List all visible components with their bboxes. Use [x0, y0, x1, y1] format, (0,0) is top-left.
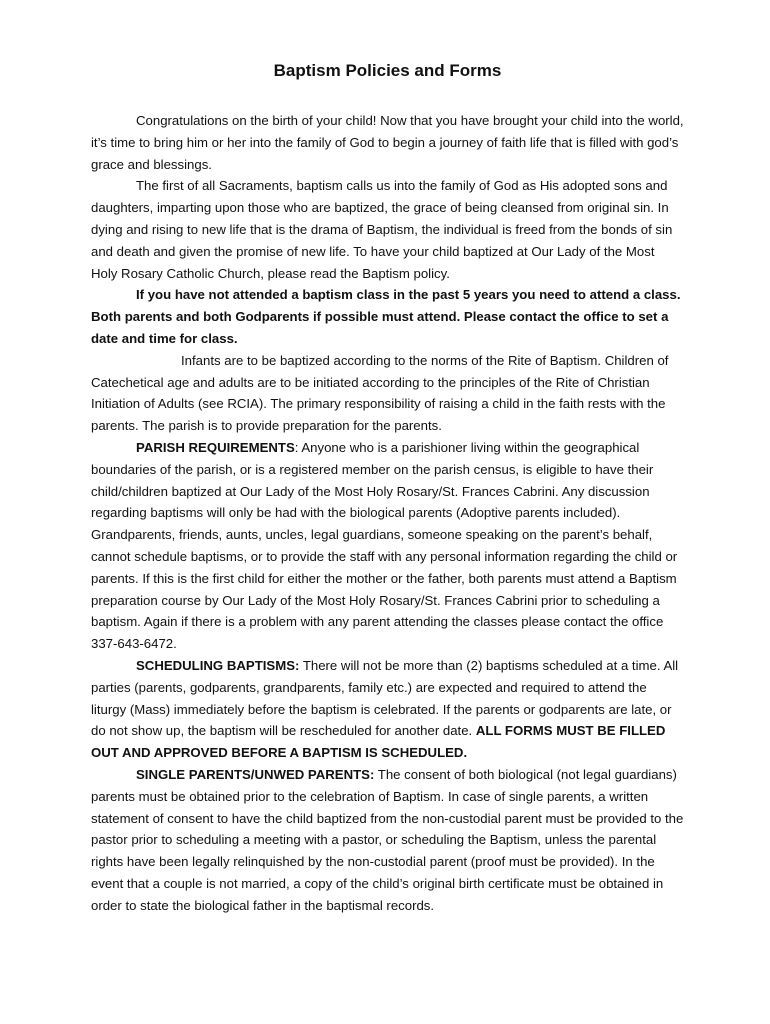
paragraph-congratulations: Congratulations on the birth of your child! Now that you have brought your child into the world, it’s time to bring him or her into the family of God to begin a journey of faith life that is filled with god’s grace and blessings.	[91, 113, 684, 172]
scheduling-baptisms-heading: SCHEDULING BAPTISMS:	[136, 657, 300, 673]
single-parents-body: The consent of both biological (not legal guardians) parents must be obtained prior to the celebration of Baptism. In case of single parents, a written statement of consent to have the child baptized from the non-custodial parent must be provided to the pastor prior to scheduling a meeting with a pastor, or scheduling the Baptism, unless the parental rights have been legally relinquished by the non-custodial parent (proof must be provided). In the event that a couple is not married, a copy of the child’s original birth certificate must be obtained in order to state the biological father in the baptismal records.	[91, 766, 684, 913]
paragraph-sacraments: The first of all Sacraments, baptism calls us into the family of God as His adopted sons and daughters, imparting upon those who are baptized, the grace of being cleansed from original sin. In dying and rising to new life that is the drama of Baptism, the individual is freed from the bonds of sin and death and given the promise of new life. To have your child baptized at Our Lady of the Most Holy Rosary Catholic Church, please read the Baptism policy.	[91, 178, 673, 281]
paragraph-scheduling-baptisms	[91, 655, 684, 764]
paragraph-rite-of-baptism: Infants are to be baptized according to the norms of the Rite of Baptism. Children of Catechetical age and adults are to be initiated according to the principles of the Rite of Christian Initiation of Adults (see RCIA). The primary responsibility of raising a child in the faith rests with the parents. The parish is to provide preparation for the parents.	[91, 352, 669, 434]
parish-requirements-body: : Anyone who is a parishioner living within the geographical boundaries of the parish, or is a registered member on the parish census, is eligible to have their child/children baptized at Our Lady of the Most Holy Rosary/St. Frances Cabrini. Any discussion regarding baptisms will only be had with the biological parents (Adoptive parents included). Grandparents, friends, aunts, uncles, legal guardians, someone speaking on the parent’s behalf, cannot schedule baptisms, or to provide the staff with any personal information regarding the child or parents. If this is the first child for either the mother or the father, both parents must attend a Baptism preparation course by Our Lady of the Most Holy Rosary/St. Frances Cabrini prior to scheduling a baptism. Again if there is a problem with any parent attending the classes please contact the office 337-643-6472.	[91, 439, 678, 652]
all-forms-notice: ALL FORMS MUST BE FILLED OUT AND APPROVED BEFORE A BAPTISM IS SCHEDULED.	[91, 723, 666, 761]
page-title: Baptism Policies and Forms	[273, 61, 502, 80]
paragraph-class-requirement: If you have not attended a baptism class in the past 5 years you need to attend a class. Both parents and both Godparents if possible must attend. Please contact the office to set a date and time for class.	[91, 287, 681, 346]
scheduling-baptisms-body: There will not be more than (2) baptisms scheduled at a time. All parties (parents, godparents, grandparents, family etc.) are expected and required to attend the liturgy (Mass) immediately before the baptism is celebrated. If the parents or godparents are late, or do not show up, the baptism will be rescheduled for another date.	[91, 657, 679, 739]
paragraph-parish-requirements	[91, 437, 684, 655]
single-parents-heading: SINGLE PARENTS/UNWED PARENTS:	[136, 766, 375, 782]
paragraph-single-parents	[91, 764, 684, 917]
parish-requirements-heading: PARISH REQUIREMENTS	[136, 439, 295, 455]
